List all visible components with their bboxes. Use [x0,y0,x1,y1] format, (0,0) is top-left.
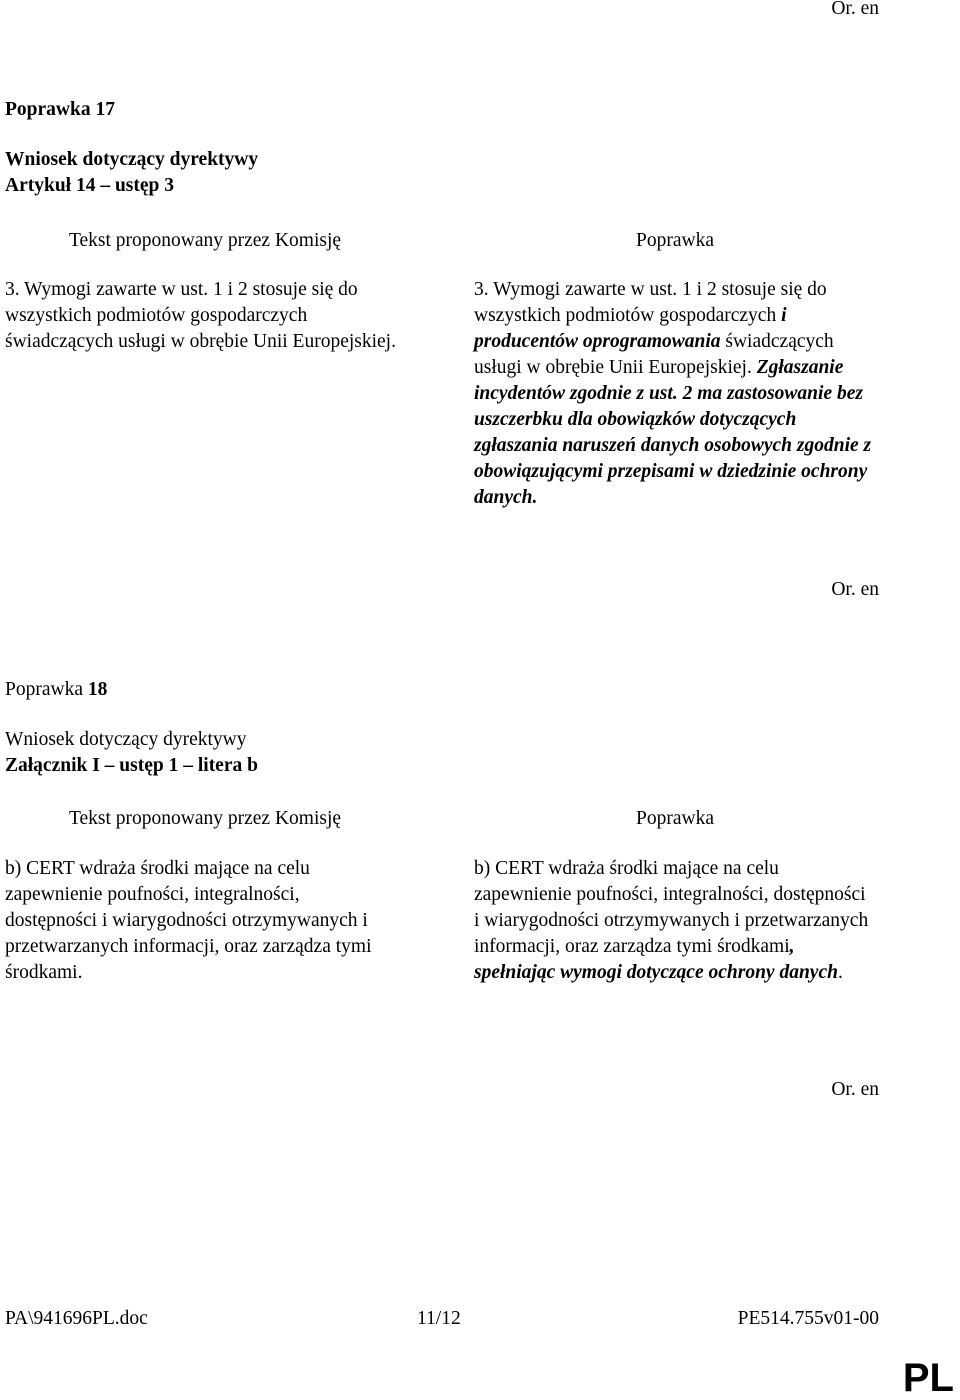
amendment-18-title-number: 18 [82,679,108,700]
amendment-17-title: Poprawka 17 [5,99,115,120]
amendment-18-title-word: Poprawka [5,679,83,700]
footer-page-number: 11/12 [417,1308,461,1329]
amendment-17-right-heading: Poprawka [636,230,714,251]
amendment-17-left-heading: Tekst proponowany przez Komisję [68,230,342,251]
footer-document-reference: PA\941696PL.doc [5,1308,148,1329]
amendment-17-ref-line1: Wniosek dotyczący dyrektywy [5,149,259,170]
amendment-18-ref-line1: Wniosek dotyczący dyrektywy [5,729,247,750]
original-language-top: Or. en [831,0,879,19]
amendment-17-commission-text: 3. Wymogi zawarte w ust. 1 i 2 stosuje się do wszystkich podmiotów gospodarczych świadczących usługi w obrębie Unii Europejskiej. [5,279,396,352]
amendment-17-amended-text [474,277,874,511]
amendment-18-ref-line2: Załącznik I – ustęp 1 – litera b [5,755,258,776]
amendment-18-left-heading: Tekst proponowany przez Komisję [68,808,342,829]
amendment-18-right-heading: Poprawka [636,808,714,829]
amendment-18-original-language: Or. en [831,1079,879,1100]
footer-language-code: PL [902,1356,954,1400]
amendment-18-commission-text: b) CERT wdraża środki mające na celu zapewnienie poufności, integralności, dostępności i wiarygodności otrzymywanych i przetwarzanych informacji, oraz zarządza tymi środkami. [5,858,372,983]
amendment-18-text-seg1: b) CERT wdraża środki mające na celu zapewnienie poufności, integralności, dostępności i wiarygodności otrzymywanych i przetwarzanych informacji, oraz zarządza tymi środkami [474,858,869,957]
amendment-18-title [5,677,107,703]
amendment-17-ref-line2: Artykuł 14 – ustęp 3 [5,175,175,196]
amendment-17-text-seg3: świadczących usługi w obrębie Unii Europejskiej. [474,331,834,378]
amendment-17-text-insert2: Zgłaszanie incydentów zgodnie z ust. 2 ma zastosowanie bez uszczerbku dla obowiązków dotyczących zgłaszania naruszeń danych osobowych zgodnie z obowiązującymi przepisami w dziedzinie ochrony danych. [474,357,872,508]
footer-pe-reference: PE514.755v01-00 [737,1308,879,1329]
amendment-18-text-insert: , spełniając wymogi dotyczące ochrony danych [474,936,838,983]
amendment-18-amended-text [474,856,869,986]
amendment-17-text-insert1: i producentów oprogramowania [474,305,787,352]
amendment-17-original-language: Or. en [831,579,879,600]
amendment-18-text-end: . [837,962,843,983]
amendment-17-text-seg1: 3. Wymogi zawarte w ust. 1 i 2 stosuje się do wszystkich podmiotów gospodarczych [474,279,827,326]
